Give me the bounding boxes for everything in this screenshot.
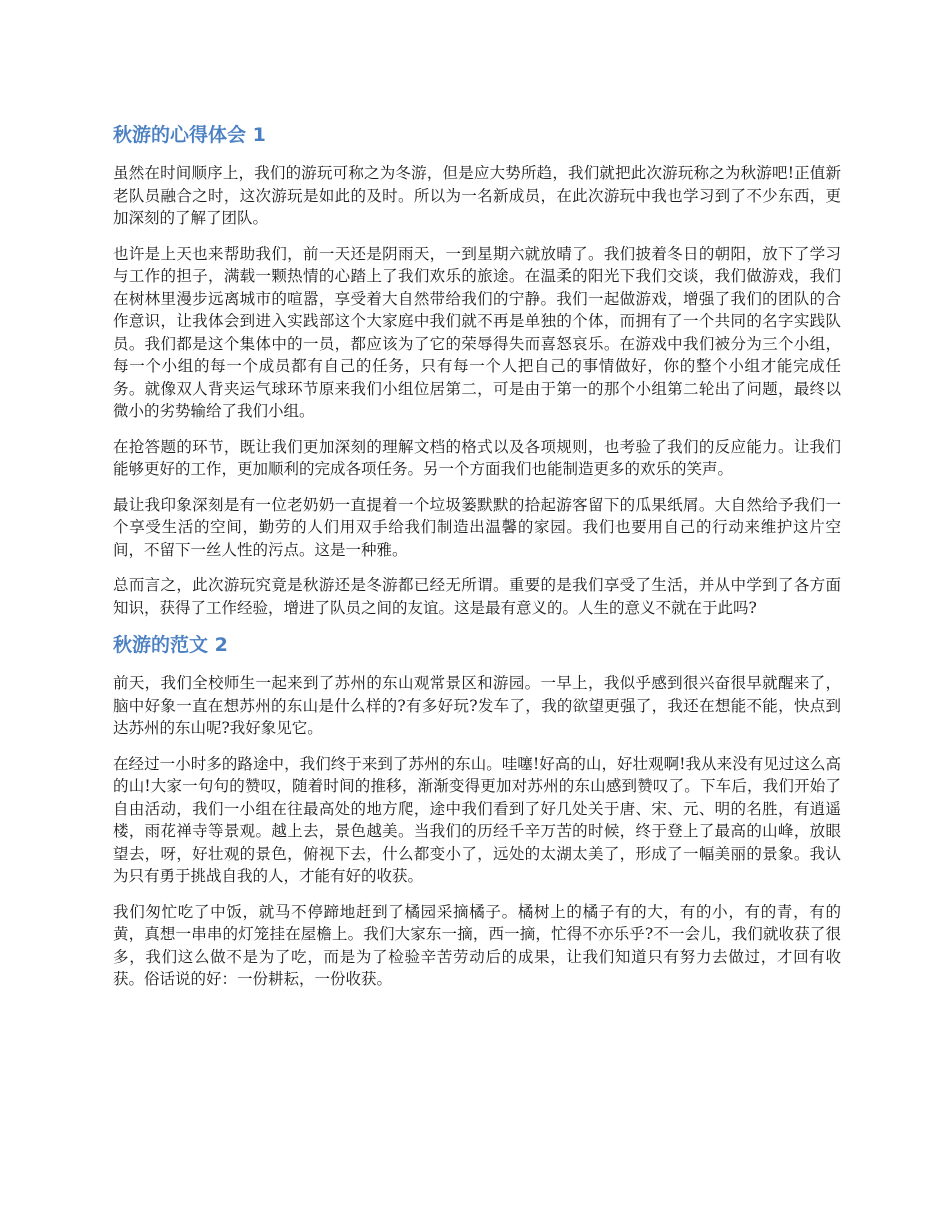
paragraph: 虽然在时间顺序上，我们的游玩可称之为冬游，但是应大势所趋，我们就把此次游玩称之为秋游吧!正值新老队员融合之时，这次游玩是如此的及时。所以为一名新成员，在此次游玩中我也学习到了不少东西，更加深刻的了解了团队。 xyxy=(113,164,841,227)
paragraph: 在抢答题的环节，既让我们更加深刻的理解文档的格式以及各项规则，也考验了我们的反应能力。让我们能够更好的工作，更加顺利的完成各项任务。另一个方面我们也能制造更多的欢乐的笑声。 xyxy=(113,437,841,478)
document-page xyxy=(113,122,841,1004)
section-heading-2: 秋游的范文 2 xyxy=(113,634,228,656)
paragraph: 前天，我们全校师生一起来到了苏州的东山观常景区和游园。一早上，我似乎感到很兴奋很早就醒来了，脑中好象一直在想苏州的东山是什么样的?有多好玩?发车了，我的欲望更强了，我还在想能不能，快点到达苏州的东山呢?我好象见它。 xyxy=(113,674,841,737)
paragraph: 也许是上天也来帮助我们，前一天还是阴雨天，一到星期六就放晴了。我们披着冬日的朝阳，放下了学习与工作的担子，满载一颗热情的心踏上了我们欢乐的旅途。在温柔的阳光下我们交谈，我们做游戏，我们在树林里漫步远离城市的喧嚣，享受着大自然带给我们的宁静。我们一起做游戏，增强了我们的团队的合作意识，让我体会到进入实践部这个大家庭中我们就不再是单独的个体，而拥有了一个共同的名字实践队员。我们都是这个集体中的一员，都应该为了它的荣辱得失而喜怒哀乐。在游戏中我们被分为三个小组，每一个小组的每一个成员都有自己的任务，只有每一个人把自己的事情做好，你的整个小组才能完成任务。就像双人背夹运气球环节原来我们小组位居第二，可是由于第一的那个小组第二轮出了问题，最终以微小的劣势输给了我们小组。 xyxy=(113,244,841,420)
paragraph: 总而言之，此次游玩究竟是秋游还是冬游都已经无所谓。重要的是我们享受了生活，并从中学到了各方面知识，获得了工作经验，增进了队员之间的友谊。这是最有意义的。人生的意义不就在于此吗? xyxy=(113,576,841,617)
paragraph: 最让我印象深刻是有一位老奶奶一直提着一个垃圾篓默默的拾起游客留下的瓜果纸屑。大自然给予我们一个享受生活的空间，勤劳的人们用双手给我们制造出温馨的家园。我们也要用自己的行动来维护这片空间，不留下一丝人性的污点。这是一种雅。 xyxy=(113,495,841,559)
paragraph: 我们匆忙吃了中饭，就马不停蹄地赶到了橘园采摘橘子。橘树上的橘子有的大，有的小，有的青，有的黄，真想一串串的灯笼挂在屋檐上。我们大家东一摘，西一摘，忙得不亦乐乎?不一会儿，我们就收获了很多，我们这么做不是为了吃，而是为了检验辛苦劳动后的成果，让我们知道只有努力去做过，才回有收获。俗话说的好：一份耕耘，一份收获。 xyxy=(113,902,841,988)
section-heading-1: 秋游的心得体会 1 xyxy=(113,124,266,146)
paragraph: 在经过一小时多的路途中，我们终于来到了苏州的东山。哇噻!好高的山，好壮观啊!我从来没有见过这么高的山!大家一句句的赞叹，随着时间的推移，渐渐变得更加对苏州的东山感到赞叹了。下车后，我们开始了自由活动，我们一小组在往最高处的地方爬，途中我们看到了好几处关于唐、宋、元、明的名胜，有逍遥楼，雨花禅寺等景观。越上去，景色越美。当我们的历经千辛万苦的时候，终于登上了最高的山峰，放眼望去，呀，好壮观的景色，俯视下去，什么都变小了，远处的太湖太美了，形成了一幅美丽的景象。我认为只有勇于挑战自我的人，才能有好的收获。 xyxy=(113,754,841,885)
